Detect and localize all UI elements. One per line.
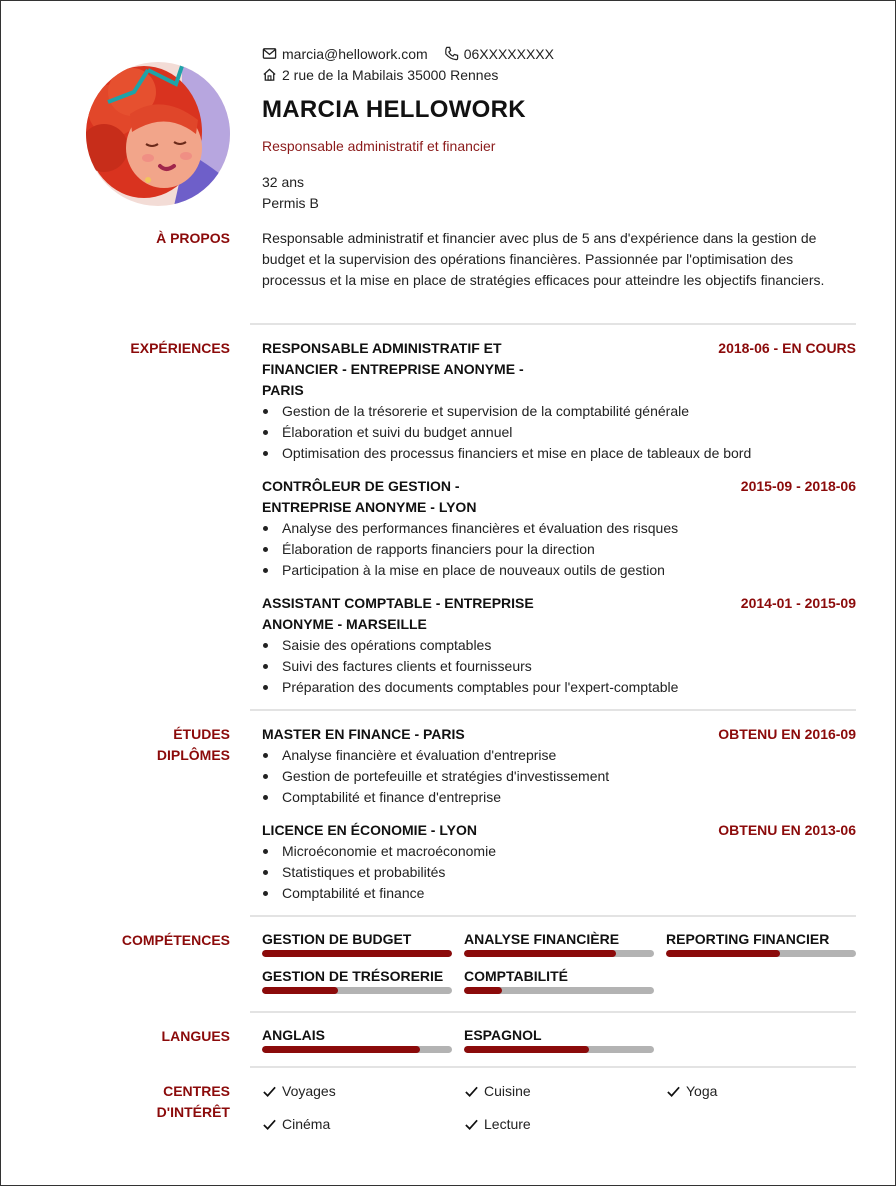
education-heading [81, 724, 230, 766]
entry-date: 2018-06 - EN COURS [718, 340, 856, 356]
bullet-list [262, 518, 856, 581]
level-bar-fill [262, 987, 338, 994]
entry-date: OBTENU EN 2016-09 [718, 726, 856, 742]
skill-name: REPORTING FINANCIER [666, 931, 830, 947]
candidate-name: MARCIA HELLOWORK [262, 96, 526, 123]
entry-header [262, 593, 856, 635]
education-list [262, 724, 856, 916]
language-item [464, 1026, 654, 1053]
about-heading: À PROPOS [156, 230, 230, 246]
level-bar-fill [464, 1046, 589, 1053]
divider [250, 709, 856, 711]
entry-title: MASTER EN FINANCE - PARIS [262, 726, 465, 742]
interest-item [666, 1081, 856, 1102]
experience-entry [262, 476, 856, 581]
divider [250, 1066, 856, 1068]
level-bar-fill [666, 950, 780, 957]
skill-name: GESTION DE BUDGET [262, 931, 412, 947]
experience-entry [262, 338, 856, 464]
education-entry [262, 820, 856, 904]
check-icon [464, 1117, 479, 1132]
address-contact [262, 67, 498, 83]
bullet-item: Élaboration de rapports financiers pour la direction [262, 539, 856, 560]
address-text: 2 rue de la Mabilais 35000 Rennes [282, 66, 499, 83]
skills-heading: COMPÉTENCES [121, 932, 230, 948]
bullet-item: Statistiques et probabilités [262, 862, 856, 883]
home-icon [262, 67, 277, 82]
experience-entry [262, 593, 856, 698]
skill-item [464, 930, 654, 957]
interests-heading-line1: CENTRES [163, 1083, 230, 1099]
interest-label: Cinéma [282, 1116, 331, 1132]
divider [250, 915, 856, 917]
entry-title: RESPONSABLE ADMINISTRATIF ET FINANCIER - ENTREPRISE ANONYME - PARIS [262, 340, 524, 398]
level-bar [262, 987, 452, 994]
bullet-item: Analyse financière et évaluation d'entreprise [262, 745, 856, 766]
skill-item [666, 930, 856, 957]
phone-icon [444, 46, 459, 61]
interests-list [262, 1081, 856, 1135]
skill-item [464, 967, 654, 994]
divider [250, 323, 856, 325]
entry-date: 2014-01 - 2015-09 [740, 595, 856, 611]
phone-text: 06XXXXXXXX [463, 45, 554, 62]
email-contact[interactable] [262, 46, 428, 62]
entry-header [262, 724, 856, 745]
level-bar [464, 950, 654, 957]
entry-title: ASSISTANT COMPTABLE - ENTREPRISE ANONYME - MARSEILLE [262, 595, 534, 632]
interest-label: Cuisine [484, 1083, 531, 1099]
bullet-item: Saisie des opérations comptables [262, 635, 856, 656]
bullet-item: Analyse des performances financières et évaluation des risques [262, 518, 856, 539]
bullet-list [262, 635, 856, 698]
interest-label: Yoga [686, 1083, 718, 1099]
interest-item [464, 1114, 666, 1135]
interests-heading [81, 1081, 230, 1123]
check-icon [666, 1084, 681, 1099]
level-bar [464, 1046, 654, 1053]
email-text: marcia@hellowork.com [282, 45, 428, 62]
bullet-item: Optimisation des processus financiers et mise en place de tableaux de bord [262, 443, 856, 464]
language-name: ESPAGNOL [464, 1027, 542, 1043]
contact-line-2 [262, 64, 856, 85]
interest-item [464, 1081, 666, 1102]
skills-grid [262, 930, 856, 994]
bullet-item: Microéconomie et macroéconomie [262, 841, 856, 862]
check-icon [464, 1084, 479, 1099]
skill-name: COMPTABILITÉ [464, 968, 568, 984]
languages-list [262, 1026, 856, 1053]
education-heading-line1: ÉTUDES [173, 726, 230, 742]
entry-date: 2015-09 - 2018-06 [740, 478, 856, 494]
check-icon [262, 1084, 277, 1099]
entry-title: LICENCE EN ÉCONOMIE - LYON [262, 822, 477, 838]
driving-license: Permis B [262, 195, 319, 211]
interests-heading-line2: D'INTÉRÊT [156, 1104, 230, 1120]
interests-grid [262, 1081, 856, 1135]
interest-item [262, 1114, 464, 1135]
check-icon [262, 1117, 277, 1132]
bullet-item: Gestion de portefeuille et stratégies d'investissement [262, 766, 856, 787]
skills-list [262, 930, 856, 994]
bullet-item: Préparation des documents comptables pour l'expert-comptable [262, 677, 856, 698]
level-bar [666, 950, 856, 957]
bullet-item: Comptabilité et finance d'entreprise [262, 787, 856, 808]
level-bar-fill [262, 1046, 420, 1053]
entry-title: CONTRÔLEUR DE GESTION - ENTREPRISE ANONYME - LYON [262, 478, 477, 515]
skill-name: ANALYSE FINANCIÈRE [464, 931, 620, 947]
languages-grid [262, 1026, 856, 1053]
age: 32 ans [262, 174, 305, 190]
job-title: Responsable administratif et financier [262, 138, 496, 154]
bullet-item: Comptabilité et finance [262, 883, 856, 904]
divider [250, 1011, 856, 1013]
skill-item [262, 967, 452, 994]
skill-name: GESTION DE TRÉSORERIE [262, 968, 444, 984]
level-bar-fill [464, 950, 616, 957]
entry-header [262, 338, 856, 401]
bullet-list [262, 745, 856, 808]
envelope-icon [262, 46, 277, 61]
level-bar [262, 950, 452, 957]
bullet-item: Participation à la mise en place de nouveaux outils de gestion [262, 560, 856, 581]
entry-header [262, 820, 856, 841]
level-bar [464, 987, 654, 994]
bullet-item: Suivi des factures clients et fournisseurs [262, 656, 856, 677]
level-bar-fill [262, 950, 452, 957]
bullet-item: Élaboration et suivi du budget annuel [262, 422, 856, 443]
bullet-list [262, 401, 856, 464]
languages-heading: LANGUES [161, 1028, 230, 1044]
skill-item [262, 930, 452, 957]
bullet-item: Gestion de la trésorerie et supervision de la comptabilité générale [262, 401, 856, 422]
language-item [262, 1026, 452, 1053]
about-text: Responsable administratif et financier avec plus de 5 ans d'expérience dans la gestion de budget et la supervision des opérations financières. Passionnée par l'optimisation des processus et la mise en place de stratégies efficaces pour atteindre les objectifs financiers. [262, 230, 825, 288]
interest-label: Voyages [282, 1083, 336, 1099]
resume-header [262, 43, 856, 214]
experience-heading: EXPÉRIENCES [130, 340, 230, 356]
interest-item [262, 1081, 464, 1102]
education-heading-line2: DIPLÔMES [156, 747, 230, 763]
entry-date: OBTENU EN 2013-06 [718, 822, 856, 838]
interest-label: Lecture [484, 1116, 531, 1132]
phone-contact[interactable] [444, 46, 554, 62]
education-entry [262, 724, 856, 808]
contact-line-1 [262, 43, 856, 64]
bullet-list [262, 841, 856, 904]
level-bar-fill [464, 987, 502, 994]
personal-info [262, 172, 856, 214]
profile-photo [86, 62, 230, 206]
level-bar [262, 1046, 452, 1053]
entry-header [262, 476, 856, 518]
language-name: ANGLAIS [262, 1027, 325, 1043]
experience-list [262, 338, 856, 710]
